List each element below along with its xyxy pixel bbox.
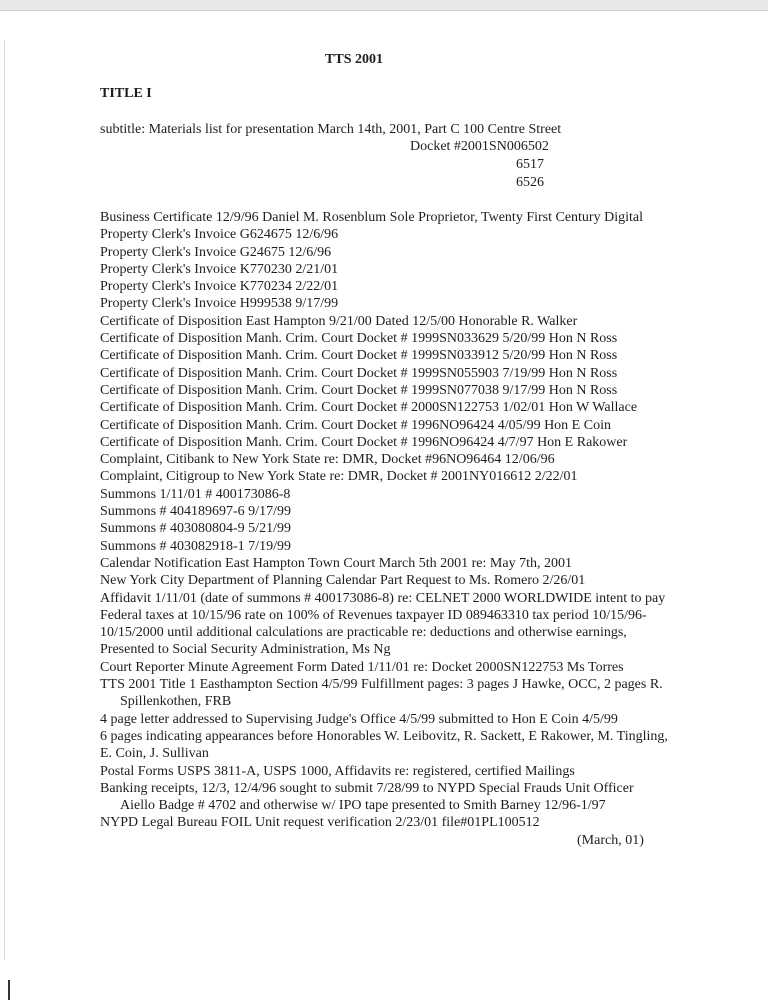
list-item: Postal Forms USPS 3811-A, USPS 1000, Affidavits re: registered, certified Mailings: [100, 763, 575, 779]
scan-edge: [0, 0, 768, 10]
list-item: New York City Department of Planning Calendar Part Request to Ms. Romero 2/26/01: [100, 573, 586, 589]
materials-list: [100, 209, 670, 832]
list-item: Affidavit 1/11/01 (date of summons # 400173086-8) re: CELNET 2000 WORLDWIDE intent to pay Federal taxes at 10/15/96 rate on 100% of Revenues taxpayer ID 089463310 tax period 10/15/96-10/15/2000 until additional calculations are practicable re: deductions and otherwise earnings, Presented to Social Security Administration, Ms Ng: [100, 590, 666, 658]
list-item: Summons # 403082918-1 7/19/99: [100, 538, 291, 554]
margin-mark-dark: [8, 980, 10, 1000]
closing-date: (March, 01): [577, 833, 644, 848]
list-item: Calendar Notification East Hampton Town Court March 5th 2001 re: May 7th, 2001: [100, 555, 572, 571]
docket-number: Docket #2001SN006502: [410, 139, 549, 154]
list-item: 6 pages indicating appearances before Honorables W. Leibovitz, R. Sackett, E Rakower, M. Tingling, E. Coin, J. Sullivan: [100, 728, 668, 762]
list-item: Summons # 404189697-6 9/17/99: [100, 504, 291, 520]
list-item: Summons # 403080804-9 5/21/99: [100, 521, 291, 537]
list-item: Complaint, Citibank to New York State re: DMR, Docket #96NO96464 12/06/96: [100, 452, 555, 468]
document-title: TTS 2001: [325, 52, 383, 67]
list-item: NYPD Legal Bureau FOIL Unit request verification 2/23/01 file#01PL100512: [100, 815, 540, 831]
list-item: Certificate of Disposition Manh. Crim. Court Docket # 1999SN033629 5/20/99 Hon N Ross: [100, 331, 618, 347]
list-item: Certificate of Disposition East Hampton 9/21/00 Dated 12/5/00 Honorable R. Walker: [100, 313, 578, 329]
docket-number: 6517: [516, 157, 544, 172]
list-item: Property Clerk's Invoice H999538 9/17/99: [100, 296, 339, 312]
list-item: Certificate of Disposition Manh. Crim. Court Docket # 1996NO96424 4/05/99 Hon E Coin: [100, 417, 611, 433]
docket-number: 6526: [516, 175, 544, 190]
list-item: Complaint, Citigroup to New York State re: DMR, Docket # 2001NY016612 2/22/01: [100, 469, 578, 485]
scan-edge-line: [0, 10, 768, 11]
list-item: Property Clerk's Invoice G624675 12/6/96: [100, 227, 339, 243]
list-item: Property Clerk's Invoice K770234 2/22/01: [100, 279, 339, 295]
section-heading: TITLE I: [100, 86, 152, 101]
list-item: Business Certificate 12/9/96 Daniel M. Rosenblum Sole Proprietor, Twenty First Century Digital: [100, 210, 643, 225]
list-item: Property Clerk's Invoice G24675 12/6/96: [100, 244, 332, 260]
list-item: TTS 2001 Title 1 Easthampton Section 4/5/99 Fulfillment pages: 3 pages J Hawke, OCC, 2 pages R. Spillenkothen, FRB: [100, 677, 663, 710]
list-item: Certificate of Disposition Manh. Crim. Court Docket # 1999SN055903 7/19/99 Hon N Ross: [100, 365, 618, 381]
list-item: Court Reporter Minute Agreement Form Dated 1/11/01 re: Docket 2000SN122753 Ms Torres: [100, 659, 624, 675]
list-item: Property Clerk's Invoice K770230 2/21/01: [100, 261, 339, 277]
subtitle-line: subtitle: Materials list for presentation March 14th, 2001, Part C 100 Centre Street: [100, 122, 562, 137]
list-item: Banking receipts, 12/3, 12/4/96 sought to submit 7/28/99 to NYPD Special Frauds Unit Officer Aiello Badge # 4702 and otherwise w/ IPO tape presented to Smith Barney 12/96-1/97: [100, 780, 634, 814]
list-item: Certificate of Disposition Manh. Crim. Court Docket # 1999SN033912 5/20/99 Hon N Ross: [100, 348, 618, 364]
list-item: 4 page letter addressed to Supervising Judge's Office 4/5/99 submitted to Hon E Coin 4/5/99: [100, 711, 618, 727]
margin-mark: [4, 40, 5, 960]
list-item: Certificate of Disposition Manh. Crim. Court Docket # 1996NO96424 4/7/97 Hon E Rakower: [100, 434, 628, 450]
list-item: Summons 1/11/01 # 400173086-8: [100, 486, 291, 502]
list-item: Certificate of Disposition Manh. Crim. Court Docket # 1999SN077038 9/17/99 Hon N Ross: [100, 382, 618, 398]
list-item: Certificate of Disposition Manh. Crim. Court Docket # 2000SN122753 1/02/01 Hon W Wallace: [100, 400, 638, 416]
